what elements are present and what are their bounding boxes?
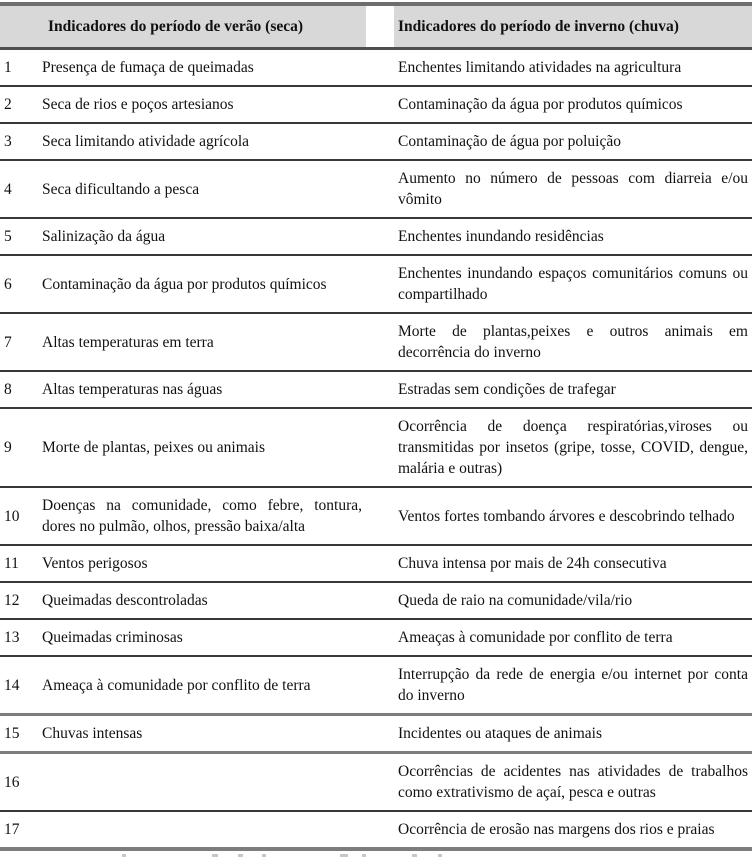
verao-cell: Ventos perigosos bbox=[38, 545, 366, 582]
table-row bbox=[0, 371, 752, 408]
table-row bbox=[0, 619, 752, 656]
verao-cell: Doenças na comunidade, como febre, tontura, dores no pulmão, olhos, pressão baixa/alta bbox=[38, 487, 366, 545]
table-row bbox=[0, 160, 752, 218]
row-number: 5 bbox=[0, 218, 38, 255]
inverno-cell: Chuva intensa por mais de 24h consecutiva bbox=[394, 545, 752, 582]
verao-cell: Seca limitando atividade agrícola bbox=[38, 123, 366, 160]
table-row bbox=[0, 408, 752, 487]
verao-cell bbox=[38, 753, 366, 812]
column-gap bbox=[366, 656, 394, 715]
verao-cell: Seca de rios e poços artesianos bbox=[38, 86, 366, 123]
column-gap bbox=[366, 218, 394, 255]
row-number: 12 bbox=[0, 582, 38, 619]
inverno-cell: Interrupção da rede de energia e/ou internet por conta do inverno bbox=[394, 656, 752, 715]
row-number: 15 bbox=[0, 715, 38, 753]
inverno-cell: Estradas sem condições de trafegar bbox=[394, 371, 752, 408]
verao-cell: Chuvas intensas bbox=[38, 715, 366, 753]
table-row bbox=[0, 86, 752, 123]
table-row bbox=[0, 753, 752, 812]
column-gap bbox=[366, 753, 394, 812]
column-gap bbox=[366, 811, 394, 849]
header-gap bbox=[366, 4, 394, 49]
header-row bbox=[0, 4, 752, 49]
column-gap bbox=[366, 255, 394, 313]
row-number: 8 bbox=[0, 371, 38, 408]
inverno-cell: Ocorrência de doença respiratórias,viroses ou transmitidas por insetos (gripe, tosse, COVID, dengue, malária e outras) bbox=[394, 408, 752, 487]
inverno-cell: Ameaças à comunidade por conflito de terra bbox=[394, 619, 752, 656]
column-gap bbox=[366, 313, 394, 371]
column-gap bbox=[366, 49, 394, 87]
inverno-cell: Enchentes inundando residências bbox=[394, 218, 752, 255]
column-gap bbox=[366, 619, 394, 656]
row-number: 1 bbox=[0, 49, 38, 87]
table-row bbox=[0, 218, 752, 255]
table-row bbox=[0, 255, 752, 313]
column-gap bbox=[366, 408, 394, 487]
indicators-table bbox=[0, 2, 752, 851]
verao-cell: Morte de plantas, peixes ou animais bbox=[38, 408, 366, 487]
inverno-cell: Enchentes inundando espaços comunitários comuns ou compartilhado bbox=[394, 255, 752, 313]
table-row bbox=[0, 811, 752, 849]
column-gap bbox=[366, 160, 394, 218]
clipped-caption-fragment bbox=[0, 853, 752, 860]
table-row bbox=[0, 545, 752, 582]
inverno-cell: Contaminação da água por produtos químicos bbox=[394, 86, 752, 123]
row-number: 3 bbox=[0, 123, 38, 160]
verao-cell bbox=[38, 811, 366, 849]
verao-cell: Queimadas descontroladas bbox=[38, 582, 366, 619]
table-body bbox=[0, 49, 752, 850]
verao-cell: Ameaça à comunidade por conflito de terra bbox=[38, 656, 366, 715]
verao-cell: Presença de fumaça de queimadas bbox=[38, 49, 366, 87]
column-gap bbox=[366, 123, 394, 160]
row-number: 7 bbox=[0, 313, 38, 371]
column-gap bbox=[366, 545, 394, 582]
inverno-cell: Ocorrência de erosão nas margens dos rios e praias bbox=[394, 811, 752, 849]
row-number: 10 bbox=[0, 487, 38, 545]
header-verao: Indicadores do período de verão (seca) bbox=[0, 4, 366, 49]
inverno-cell: Ventos fortes tombando árvores e descobrindo telhado bbox=[394, 487, 752, 545]
table-row bbox=[0, 656, 752, 715]
table-row bbox=[0, 715, 752, 753]
inverno-cell: Morte de plantas,peixes e outros animais em decorrência do inverno bbox=[394, 313, 752, 371]
inverno-cell: Queda de raio na comunidade/vila/rio bbox=[394, 582, 752, 619]
verao-cell: Seca dificultando a pesca bbox=[38, 160, 366, 218]
verao-cell: Contaminação da água por produtos químicos bbox=[38, 255, 366, 313]
column-gap bbox=[366, 371, 394, 408]
column-gap bbox=[366, 715, 394, 753]
header-inverno: Indicadores do período de inverno (chuva) bbox=[394, 4, 752, 49]
verao-cell: Altas temperaturas nas águas bbox=[38, 371, 366, 408]
verao-cell: Salinização da água bbox=[38, 218, 366, 255]
table-row bbox=[0, 49, 752, 87]
verao-cell: Altas temperaturas em terra bbox=[38, 313, 366, 371]
row-number: 4 bbox=[0, 160, 38, 218]
table-row bbox=[0, 313, 752, 371]
row-number: 11 bbox=[0, 545, 38, 582]
row-number: 2 bbox=[0, 86, 38, 123]
table-row bbox=[0, 582, 752, 619]
verao-cell: Queimadas criminosas bbox=[38, 619, 366, 656]
column-gap bbox=[366, 582, 394, 619]
table-header bbox=[0, 4, 752, 49]
row-number: 9 bbox=[0, 408, 38, 487]
column-gap bbox=[366, 86, 394, 123]
inverno-cell: Incidentes ou ataques de animais bbox=[394, 715, 752, 753]
inverno-cell: Ocorrências de acidentes nas atividades de trabalhos como extrativismo de açaí, pesca e outras bbox=[394, 753, 752, 812]
row-number: 6 bbox=[0, 255, 38, 313]
inverno-cell: Enchentes limitando atividades na agricultura bbox=[394, 49, 752, 87]
table-row bbox=[0, 487, 752, 545]
row-number: 17 bbox=[0, 811, 38, 849]
row-number: 14 bbox=[0, 656, 38, 715]
inverno-cell: Contaminação de água por poluição bbox=[394, 123, 752, 160]
column-gap bbox=[366, 487, 394, 545]
table-row bbox=[0, 123, 752, 160]
inverno-cell: Aumento no número de pessoas com diarreia e/ou vômito bbox=[394, 160, 752, 218]
row-number: 16 bbox=[0, 753, 38, 812]
row-number: 13 bbox=[0, 619, 38, 656]
